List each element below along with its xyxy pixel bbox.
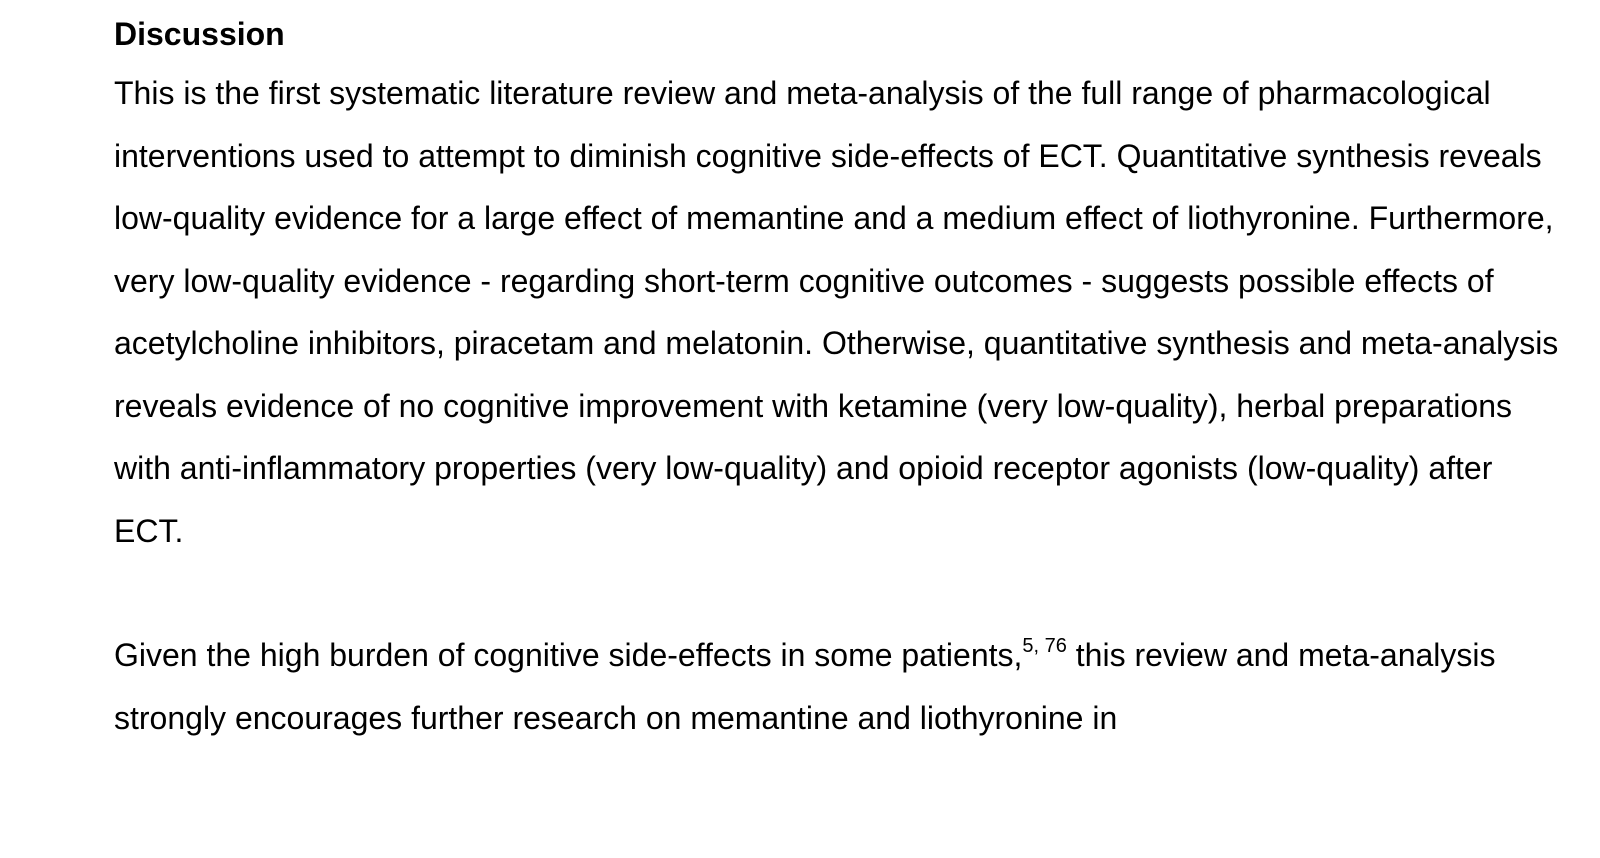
- paragraph-2-text-end: this review and meta-analysis strongly encourages further research on memantine and liothyronine in: [114, 637, 1496, 736]
- section-heading: Discussion: [114, 16, 285, 52]
- discussion-section: [114, 12, 1564, 749]
- paragraph-2: [114, 624, 1564, 749]
- citation-reference: 5, 76: [1022, 635, 1067, 657]
- paragraph-2-text-start: Given the high burden of cognitive side-effects in some patients,: [114, 637, 1023, 673]
- paragraph-1: This is the first systematic literature review and meta-analysis of the full range of pharmacological interventions used to attempt to diminish cognitive side-effects of ECT. Quantitative synthesis reveals low-quality evidence for a large effect of memantine and a medium effect of liothyronine. Furthermore, very low-quality evidence - regarding short-term cognitive outcomes - suggests possible effects of acetylcholine inhibitors, piracetam and melatonin. Otherwise, quantitative synthesis and meta-analysis reveals evidence of no cognitive improvement with ketamine (very low-quality), herbal preparations with anti-inflammatory properties (very low-quality) and opioid receptor agonists (low-quality) after ECT.: [114, 75, 1559, 549]
